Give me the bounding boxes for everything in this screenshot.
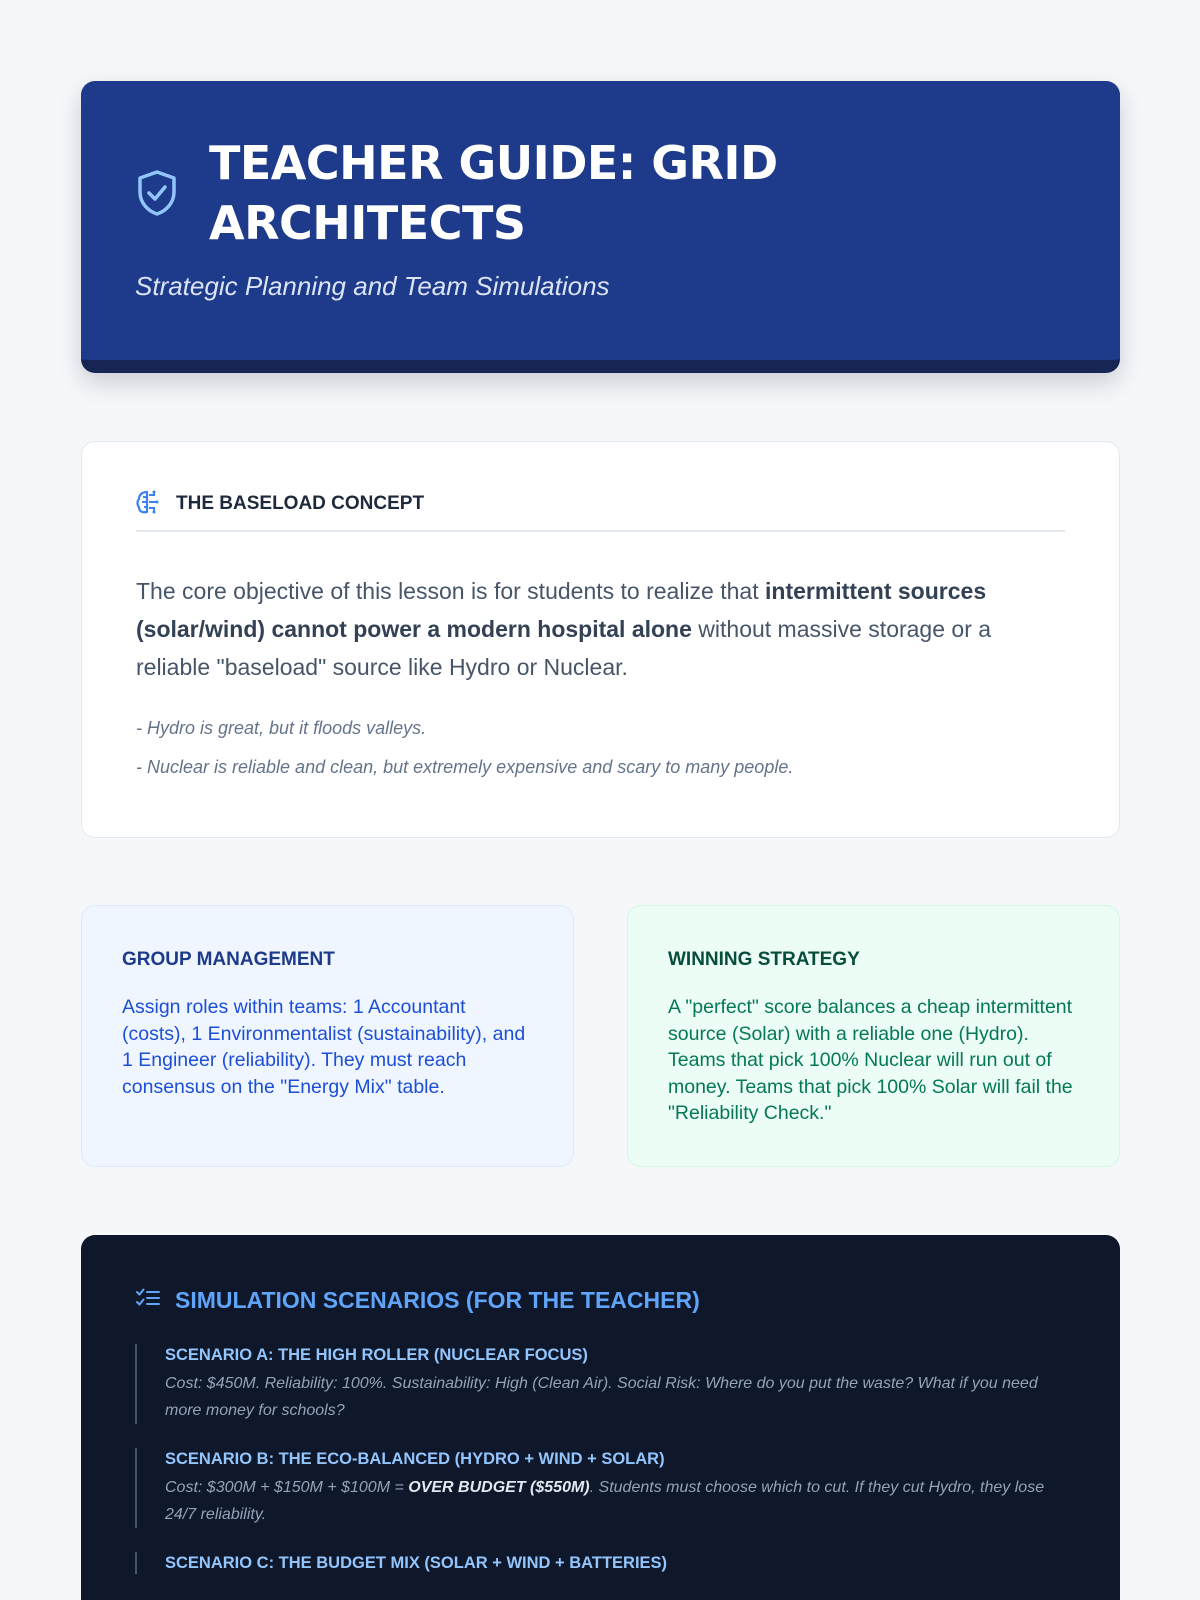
simulation-header (135, 1287, 1066, 1314)
baseload-concept-card (81, 441, 1120, 838)
group-management-text: Assign roles within teams: 1 Accountant (costs), 1 Environmentalist (sustainability), and 1 Engineer (reliability). They must reach consensus on the "Energy Mix" table. (122, 996, 526, 1098)
over-budget-label: OVER BUDGET ($550M) (408, 1479, 590, 1496)
scenario-b-title: SCENARIO B: THE ECO-BALANCED (HYDRO + WIND + SOLAR) (165, 1450, 665, 1468)
page-subtitle: Strategic Planning and Team Simulations (135, 271, 610, 301)
group-management-title: GROUP MANAGEMENT (122, 949, 335, 970)
scenario-c-title: SCENARIO C: THE BUDGET MIX (SOLAR + WIND + BATTERIES) (165, 1554, 668, 1572)
concept-body: The core objective of this lesson is for students to realize that intermittent sources (solar/wind) cannot power a modern hospital alone without massive storage or a reliable "baseload" source like Hydro or Nuclear. (136, 578, 992, 680)
winning-strategy-text: A "perfect" score balances a cheap intermittent source (Solar) with a reliable one (Hydro). Teams that pick 100% Nuclear will run out of money. Teams that pick 100% Solar will fail the "Reliability Check." (668, 996, 1073, 1124)
winning-strategy-title: WINNING STRATEGY (668, 949, 860, 970)
scenario-b-text: Cost: $300M + $150M + $100M = OVER BUDGET ($550M). Students must choose which to cut. If they cut Hydro, they lose 24/7 reliability. (165, 1479, 1045, 1523)
concept-key-point: intermittent sources (solar/wind) cannot power a modern hospital alone (136, 578, 987, 642)
scenario-c (135, 1552, 1066, 1574)
scenario-a-title: SCENARIO A: THE HIGH ROLLER (NUCLEAR FOCUS) (165, 1346, 588, 1364)
header-banner (81, 81, 1120, 373)
shield-check-icon (135, 164, 209, 223)
simulation-scenarios-panel (81, 1235, 1120, 1600)
checklist-icon (135, 1287, 175, 1314)
scenario-a-text: Cost: $450M. Reliability: 100%. Sustainability: High (Clean Air). Social Risk: Where do you put the waste? What if you need more money for schools? (165, 1375, 1038, 1419)
simulation-title: SIMULATION SCENARIOS (FOR THE TEACHER) (175, 1287, 700, 1313)
winning-strategy-card (627, 905, 1120, 1167)
brain-icon (136, 489, 176, 520)
scenario-a (135, 1344, 1066, 1424)
concept-note-hydro: - Hydro is great, but it floods valleys. (136, 718, 427, 738)
group-management-card (81, 905, 574, 1167)
concept-note-nuclear: - Nuclear is reliable and clean, but extremely expensive and scary to many people. (136, 757, 794, 777)
concept-title: THE BASELOAD CONCEPT (176, 493, 425, 514)
concept-header (136, 492, 1065, 532)
page-title: TEACHER GUIDE: GRID ARCHITECTS (209, 136, 778, 250)
scenario-b (135, 1448, 1066, 1528)
